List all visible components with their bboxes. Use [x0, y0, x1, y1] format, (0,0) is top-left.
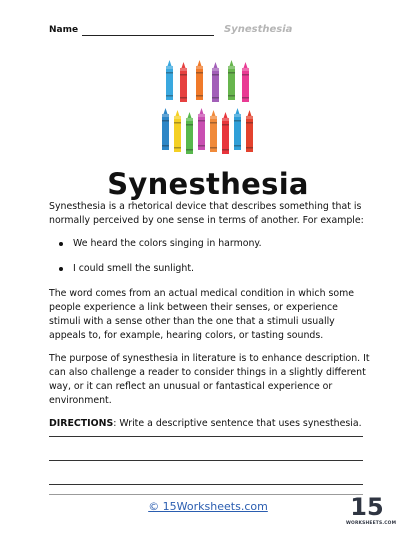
example-text: I could smell the sunlight. — [73, 263, 194, 274]
page-title: Synesthesia — [107, 167, 309, 201]
answer-line-3[interactable] — [49, 484, 363, 485]
worksheet-body — [49, 200, 371, 440]
crayon-icon — [174, 110, 181, 152]
bullet-icon — [59, 242, 63, 246]
name-label: Name — [49, 25, 79, 35]
directions-label: DIRECTIONS — [49, 418, 114, 429]
logo-wordmark: WORKSHEETS.COM — [346, 521, 397, 526]
header-title: Synesthesia — [224, 24, 293, 35]
logo-number: 15 — [350, 493, 384, 521]
answer-line-1[interactable] — [49, 436, 363, 437]
purpose-paragraph: The purpose of synesthesia in literature is to enhance description. It can also challenge a reader to consider things in a slightly different way, or it can reflect an unusual or fantastical experience or environment. — [49, 353, 370, 406]
crayon-icon — [212, 62, 219, 102]
crayon-icon — [166, 60, 173, 100]
crayon-icon — [228, 60, 235, 100]
crayon-icon — [210, 110, 217, 152]
directions-text: : Write a descriptive sentence that uses synesthesia. — [113, 418, 362, 429]
example-item — [49, 262, 371, 276]
crayon-icon — [222, 112, 229, 154]
intro-paragraph: Synesthesia is a rhetorical device that describes something that is normally perceived by one sense in terms of another. For example: — [49, 201, 364, 226]
example-text: We heard the colors singing in harmony. — [73, 238, 262, 249]
directions — [49, 417, 371, 431]
crayon-icon — [198, 108, 205, 150]
crayon-icon — [196, 60, 203, 100]
origin-paragraph: The word comes from an actual medical condition in which some people experience a link between their senses, or experience stimuli with a sense other than the one that a stimuli usually appeals to, for example, hearing colors, or tasting sounds. — [49, 288, 355, 341]
brand-logo — [346, 493, 397, 531]
example-item — [49, 237, 371, 251]
answer-line-2[interactable] — [49, 460, 363, 461]
crayon-icon — [234, 108, 241, 150]
name-line[interactable] — [82, 35, 214, 36]
worksheet-header — [49, 25, 369, 39]
footer-divider — [49, 494, 363, 495]
example-list — [49, 237, 371, 276]
crayon-icon — [242, 62, 249, 102]
crayon-icon — [162, 108, 169, 150]
copyright-link[interactable]: © 15Worksheets.com — [148, 500, 268, 513]
crayon-icon — [186, 112, 193, 154]
crayon-icon — [180, 62, 187, 102]
crayon-icon — [246, 110, 253, 152]
bullet-icon — [59, 267, 63, 271]
crayons-illustration — [160, 58, 260, 156]
